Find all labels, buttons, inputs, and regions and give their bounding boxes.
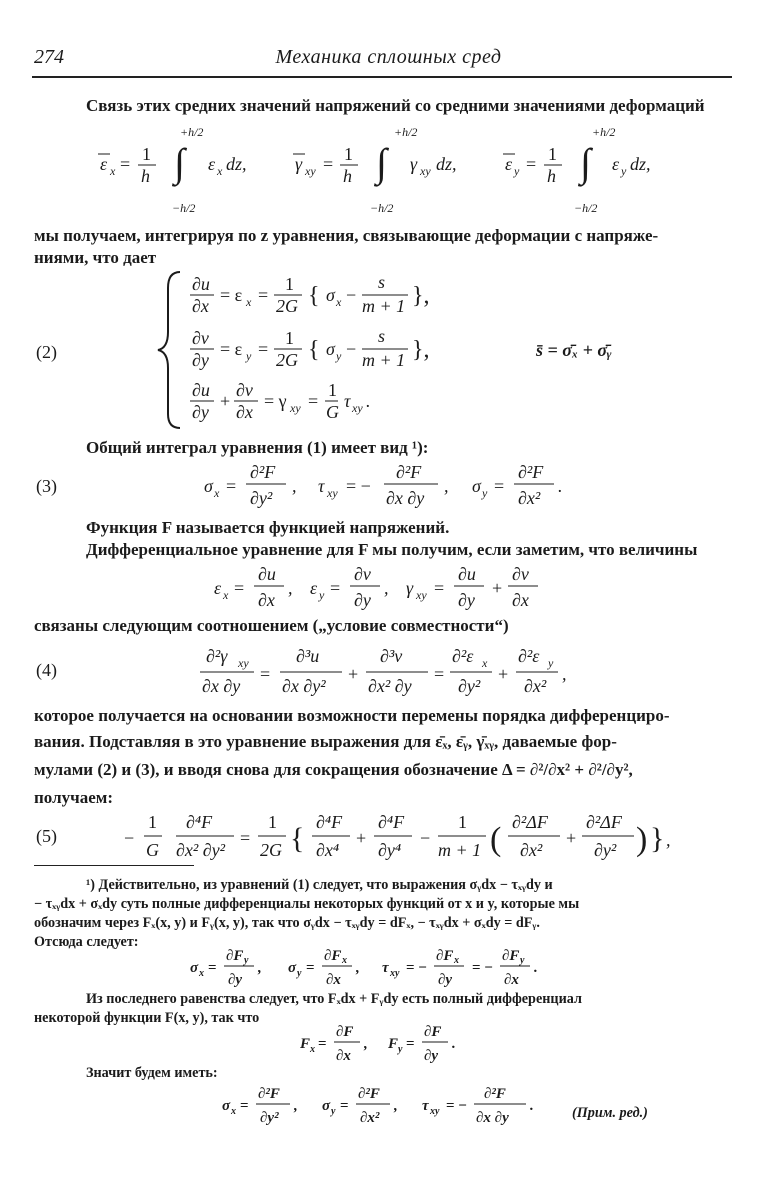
svg-text:dz,: dz,: [226, 154, 247, 174]
svg-text:F: F: [388, 1036, 399, 1052]
svg-text:+h/2: +h/2: [592, 125, 616, 139]
paragraph-6: связаны следующим соотношением („условие совместности“): [34, 616, 509, 635]
paragraph-3: Общий интеграл уравнения (1) имеет вид ¹):: [86, 438, 429, 457]
svg-text:−h/2: −h/2: [370, 201, 394, 215]
svg-text:∂F: ∂F: [336, 1024, 354, 1040]
svg-text:x: x: [110, 164, 116, 178]
svg-text:y: y: [336, 349, 342, 363]
svg-text:∂x: ∂x: [236, 402, 253, 422]
svg-text:.: .: [558, 476, 563, 496]
svg-text:y: y: [244, 955, 249, 966]
svg-text:y: y: [331, 1106, 336, 1117]
svg-text:=: =: [318, 1036, 327, 1052]
svg-text:∂x ∂y: ∂x ∂y: [476, 1110, 509, 1126]
svg-text:=: =: [330, 578, 341, 598]
svg-text:x: x: [310, 1044, 315, 1055]
svg-text:G: G: [326, 402, 339, 422]
svg-text:): ): [636, 821, 648, 858]
svg-text:},: },: [412, 283, 430, 309]
svg-text:,: ,: [258, 960, 262, 976]
svg-text:+h/2: +h/2: [180, 125, 204, 139]
svg-text:.: .: [534, 960, 538, 976]
svg-text:∂²F: ∂²F: [518, 462, 544, 482]
svg-text:σ: σ: [204, 476, 213, 496]
svg-text:∂x: ∂x: [326, 972, 341, 988]
svg-text:x: x: [217, 164, 223, 178]
svg-text:1: 1: [285, 328, 294, 348]
svg-text:}: }: [650, 822, 665, 855]
svg-text:y: y: [246, 349, 252, 363]
footnote-line-2: − τₓᵧdx + σₓdy суть полные дифференциалы некоторых функций от x и y, которые мы: [34, 896, 580, 912]
header-rule: [32, 76, 732, 78]
svg-text:= ε: = ε: [220, 285, 243, 305]
svg-text:∂u: ∂u: [258, 564, 276, 584]
svg-text:,: ,: [292, 476, 297, 496]
svg-text:+: +: [356, 828, 367, 848]
svg-text:m + 1: m + 1: [362, 350, 406, 370]
svg-text:s: s: [378, 326, 386, 346]
svg-text:=: =: [494, 476, 505, 496]
equation-system-2: [150, 268, 470, 432]
svg-text:∂u: ∂u: [458, 564, 476, 584]
svg-text:,: ,: [356, 960, 360, 976]
svg-text:s: s: [378, 272, 386, 292]
svg-text:xy: xy: [290, 401, 301, 415]
svg-text:1: 1: [142, 144, 151, 164]
svg-text:−h/2: −h/2: [574, 201, 598, 215]
svg-text:(: (: [490, 821, 502, 858]
svg-text:xy: xy: [390, 968, 400, 979]
svg-text:ε: ε: [612, 154, 620, 174]
svg-text:=: =: [323, 154, 334, 174]
svg-text:∂²ΔF: ∂²ΔF: [512, 812, 548, 832]
editor-note: (Прим. ред.): [572, 1105, 648, 1121]
svg-text:ε: ε: [100, 154, 108, 174]
svg-text:},: },: [412, 337, 430, 363]
paragraph-4: Функция F называется функцией напряжений.: [86, 518, 450, 537]
svg-text:{: {: [290, 822, 305, 855]
svg-text:∂v: ∂v: [512, 564, 529, 584]
svg-text:h: h: [547, 166, 556, 186]
footnote-line-1: ¹) Действительно, из уравнений (1) следует, что выражения σᵧdx − τₓᵧdy и: [86, 877, 553, 893]
svg-text:=: =: [258, 285, 269, 305]
svg-text:=: =: [306, 960, 315, 976]
svg-text:xy: xy: [416, 588, 427, 602]
svg-text:= −: = −: [406, 960, 427, 976]
svg-text:+: +: [348, 664, 359, 684]
svg-text:∂²ΔF: ∂²ΔF: [586, 812, 622, 832]
equation-2-label: (2): [36, 342, 57, 362]
svg-text:xy: xy: [430, 1106, 440, 1117]
svg-text:∂y: ∂y: [192, 350, 209, 370]
svg-text:τ: τ: [422, 1098, 429, 1114]
svg-text:G: G: [146, 840, 159, 860]
svg-text:1: 1: [344, 144, 353, 164]
svg-text:x: x: [336, 295, 342, 309]
svg-text:∂x²: ∂x²: [524, 676, 547, 696]
svg-text:=: =: [308, 391, 319, 411]
svg-text:σ: σ: [322, 1098, 331, 1114]
svg-text:τ: τ: [344, 391, 351, 411]
svg-text:γ: γ: [295, 154, 303, 174]
svg-text:x: x: [454, 955, 459, 966]
svg-text:=: =: [240, 1098, 249, 1114]
running-title: Механика сплошных сред: [275, 46, 502, 68]
svg-text:∂y²: ∂y²: [594, 840, 617, 860]
svg-text:1: 1: [328, 380, 337, 400]
svg-text:−: −: [346, 339, 357, 359]
svg-text:= ε: = ε: [220, 339, 243, 359]
svg-text:1: 1: [268, 812, 277, 832]
svg-text:dz,: dz,: [630, 154, 651, 174]
footnote-equation-1: [186, 944, 606, 990]
svg-text:= γ: = γ: [264, 391, 287, 411]
svg-text:∂x²: ∂x²: [518, 488, 541, 508]
svg-text:= −: = −: [346, 476, 371, 496]
eq-eps-y: [503, 125, 651, 215]
svg-text:∂²ε: ∂²ε: [452, 646, 474, 666]
svg-text:1: 1: [285, 274, 294, 294]
svg-text:,: ,: [666, 830, 671, 850]
svg-text:∂²γ: ∂²γ: [206, 646, 228, 666]
svg-text:∂²F: ∂²F: [358, 1086, 380, 1102]
footnote-rule: [34, 865, 194, 866]
svg-text:∂y²: ∂y²: [250, 488, 273, 508]
svg-text:∂⁴F: ∂⁴F: [186, 812, 213, 832]
svg-text:,: ,: [364, 1036, 368, 1052]
svg-text:−: −: [124, 828, 135, 848]
svg-text:x: x: [246, 295, 252, 309]
svg-text:,: ,: [562, 664, 567, 684]
svg-text:∂²F: ∂²F: [250, 462, 276, 482]
svg-text:∫: ∫: [376, 140, 387, 185]
svg-text:∂x ∂y²: ∂x ∂y²: [282, 676, 326, 696]
svg-text:= −: = −: [472, 960, 493, 976]
svg-text:x: x: [223, 588, 229, 602]
svg-text:∂³v: ∂³v: [380, 646, 403, 666]
footnote-para-2-line-2: некоторой функции F(x, y), так что: [34, 1010, 260, 1026]
svg-text:,: ,: [444, 476, 449, 496]
equation-5: [120, 806, 680, 866]
svg-text:∂x ∂y: ∂x ∂y: [386, 488, 425, 508]
svg-text:γ: γ: [410, 154, 418, 174]
svg-text:σ: σ: [222, 1098, 231, 1114]
svg-text:= −: = −: [446, 1098, 467, 1114]
equation-3: [200, 456, 580, 512]
svg-text:∂⁴F: ∂⁴F: [378, 812, 405, 832]
strain-definitions: [210, 558, 570, 614]
svg-text:∫: ∫: [174, 140, 185, 185]
paragraph-7-line-4: получаем:: [34, 788, 113, 807]
svg-text:∂²ε: ∂²ε: [518, 646, 540, 666]
svg-text:1: 1: [548, 144, 557, 164]
paragraph-2-line-1: мы получаем, интегрируя по z уравнения, связывающие деформации с напряже-: [34, 226, 659, 245]
svg-text:σ: σ: [190, 960, 199, 976]
svg-text:y: y: [398, 1044, 403, 1055]
svg-text:1: 1: [148, 812, 157, 832]
svg-text:+: +: [220, 391, 231, 411]
svg-text:y: y: [621, 164, 627, 178]
svg-text:,: ,: [384, 578, 389, 598]
paragraph-7-line-3: мулами (2) и (3), и вводя снова для сокращения обозначение Δ = ∂²/∂x² + ∂²/∂y²,: [34, 760, 633, 779]
svg-text:∂F: ∂F: [424, 1024, 442, 1040]
equation-2-aside: s̄ = σ̄ₓ + σ̄ᵧ: [536, 340, 612, 360]
svg-text:y: y: [482, 486, 488, 500]
svg-text:xy: xy: [420, 164, 431, 178]
svg-text:γ: γ: [406, 578, 414, 598]
svg-text:=: =: [226, 476, 237, 496]
svg-text:h: h: [141, 166, 150, 186]
svg-text:h: h: [343, 166, 352, 186]
svg-text:dz,: dz,: [436, 154, 457, 174]
svg-text:∂y: ∂y: [192, 402, 209, 422]
svg-text:x: x: [482, 656, 488, 670]
svg-text:ε: ε: [505, 154, 513, 174]
svg-text:xy: xy: [238, 656, 249, 670]
svg-text:1: 1: [458, 812, 467, 832]
eq-eps-x: [98, 125, 247, 215]
footnote-para-2-line-1: Из последнего равенства следует, что Fₓdx + Fᵧdy есть полный дифференциал: [86, 991, 582, 1007]
svg-text:+: +: [566, 828, 577, 848]
paragraph-5: Дифференциальное уравнение для F мы получим, если заметим, что величины: [86, 540, 698, 559]
svg-text:∂F: ∂F: [226, 948, 244, 964]
svg-text:2G: 2G: [260, 840, 282, 860]
svg-text:∂x ∂y: ∂x ∂y: [202, 676, 241, 696]
svg-text:∂F: ∂F: [436, 948, 454, 964]
svg-text:σ: σ: [472, 476, 481, 496]
svg-text:ε: ε: [310, 578, 318, 598]
svg-text:τ: τ: [318, 476, 325, 496]
svg-text:F: F: [300, 1036, 311, 1052]
footnote-para-3: Значит будем иметь:: [86, 1065, 218, 1081]
svg-text:∂x²: ∂x²: [360, 1110, 380, 1126]
svg-text:xy: xy: [352, 401, 363, 415]
svg-text:∂⁴F: ∂⁴F: [316, 812, 343, 832]
svg-text:σ: σ: [326, 285, 335, 305]
svg-text:∂y: ∂y: [228, 972, 243, 988]
svg-text:xy: xy: [327, 486, 338, 500]
equation-4-label: (4): [36, 660, 57, 680]
svg-text:σ: σ: [326, 339, 335, 359]
svg-text:,: ,: [394, 1098, 398, 1114]
paragraph-2-line-2: ниями, что дает: [34, 248, 157, 267]
svg-text:m + 1: m + 1: [438, 840, 482, 860]
eq-gamma-xy: [293, 125, 457, 215]
svg-text:∂y: ∂y: [438, 972, 453, 988]
svg-text:∂x⁴: ∂x⁴: [316, 840, 340, 860]
svg-text:ε: ε: [208, 154, 216, 174]
svg-text:∂u: ∂u: [192, 380, 210, 400]
svg-text:+h/2: +h/2: [394, 125, 418, 139]
svg-text:x: x: [342, 955, 347, 966]
svg-text:=: =: [120, 154, 131, 174]
svg-text:−h/2: −h/2: [172, 201, 196, 215]
svg-text:∂x² ∂y: ∂x² ∂y: [368, 676, 412, 696]
svg-text:{: {: [308, 337, 320, 363]
footnote-equation-2: [296, 1020, 496, 1066]
equation-3-label: (3): [36, 476, 57, 496]
svg-text:.: .: [530, 1098, 534, 1114]
svg-text:2G: 2G: [276, 350, 298, 370]
svg-text:∂v: ∂v: [192, 328, 209, 348]
svg-text:∂y²: ∂y²: [458, 676, 481, 696]
svg-text:=: =: [340, 1098, 349, 1114]
svg-text:∂y⁴: ∂y⁴: [378, 840, 402, 860]
svg-text:{: {: [308, 283, 320, 309]
svg-text:∂³u: ∂³u: [296, 646, 320, 666]
svg-text:=: =: [434, 578, 445, 598]
svg-text:=: =: [406, 1036, 415, 1052]
svg-text:∂²F: ∂²F: [396, 462, 422, 482]
svg-text:∂y: ∂y: [424, 1048, 439, 1064]
svg-text:∂x: ∂x: [504, 972, 519, 988]
svg-text:−: −: [346, 285, 357, 305]
equation-4: [196, 640, 576, 700]
svg-text:,: ,: [288, 578, 293, 598]
svg-text:∫: ∫: [580, 140, 591, 185]
svg-text:,: ,: [294, 1098, 298, 1114]
svg-text:∂F: ∂F: [324, 948, 342, 964]
paragraph-7-line-2: вания. Подставляя в это уравнение выражения для ε̄ₓ, ε̄ᵧ, γ̄ₓᵧ, даваемые фор-: [34, 732, 617, 751]
svg-text:∂y: ∂y: [458, 590, 475, 610]
svg-text:x: x: [214, 486, 220, 500]
svg-text:2G: 2G: [276, 296, 298, 316]
svg-text:∂x²: ∂x²: [520, 840, 543, 860]
svg-text:=: =: [208, 960, 217, 976]
paragraph-1: Связь этих средних значений напряжений со средними значениями деформаций: [86, 96, 705, 115]
svg-text:=: =: [526, 154, 537, 174]
svg-text:ε: ε: [214, 578, 222, 598]
svg-text:∂²F: ∂²F: [258, 1086, 280, 1102]
svg-text:.: .: [366, 391, 371, 411]
svg-text:m + 1: m + 1: [362, 296, 406, 316]
page-number: 274: [34, 46, 64, 68]
svg-text:+: +: [498, 664, 509, 684]
svg-text:y: y: [319, 588, 325, 602]
svg-text:y: y: [548, 656, 554, 670]
footnote-line-4: Отсюда следует:: [34, 934, 139, 950]
svg-text:∂²F: ∂²F: [484, 1086, 506, 1102]
svg-text:=: =: [240, 828, 251, 848]
svg-text:∂x: ∂x: [336, 1048, 351, 1064]
svg-text:=: =: [434, 664, 445, 684]
mean-value-equations: [80, 118, 700, 218]
svg-text:xy: xy: [305, 164, 316, 178]
svg-text:τ: τ: [382, 960, 389, 976]
svg-text:∂v: ∂v: [236, 380, 253, 400]
svg-text:∂F: ∂F: [502, 948, 520, 964]
footnote-line-3: обозначим через Fₓ(x, y) и Fᵧ(x, y), так что σᵧdx − τₓᵧdy = dFₓ, − τₓᵧdx + σₓdy = dFᵧ.: [34, 915, 540, 931]
svg-text:∂y²: ∂y²: [260, 1110, 279, 1126]
paragraph-7-line-1: которое получается на основании возможности перемены порядка дифференциро-: [34, 706, 670, 725]
svg-text:+: +: [492, 578, 503, 598]
svg-text:∂y: ∂y: [354, 590, 371, 610]
footnote-equation-3: [218, 1082, 558, 1128]
svg-text:σ: σ: [288, 960, 297, 976]
svg-text:=: =: [234, 578, 245, 598]
svg-text:y: y: [514, 164, 520, 178]
svg-text:∂v: ∂v: [354, 564, 371, 584]
svg-text:y: y: [520, 955, 525, 966]
svg-text:∂x: ∂x: [258, 590, 275, 610]
equation-5-label: (5): [36, 826, 57, 846]
svg-text:y: y: [297, 968, 302, 979]
svg-text:∂u: ∂u: [192, 274, 210, 294]
svg-text:x: x: [199, 968, 204, 979]
svg-text:=: =: [260, 664, 271, 684]
svg-text:−: −: [420, 828, 431, 848]
svg-text:x: x: [231, 1106, 236, 1117]
svg-text:=: =: [258, 339, 269, 359]
svg-text:∂x² ∂y²: ∂x² ∂y²: [176, 840, 226, 860]
svg-text:∂x: ∂x: [192, 296, 209, 316]
svg-text:∂x: ∂x: [512, 590, 529, 610]
svg-text:.: .: [452, 1036, 456, 1052]
